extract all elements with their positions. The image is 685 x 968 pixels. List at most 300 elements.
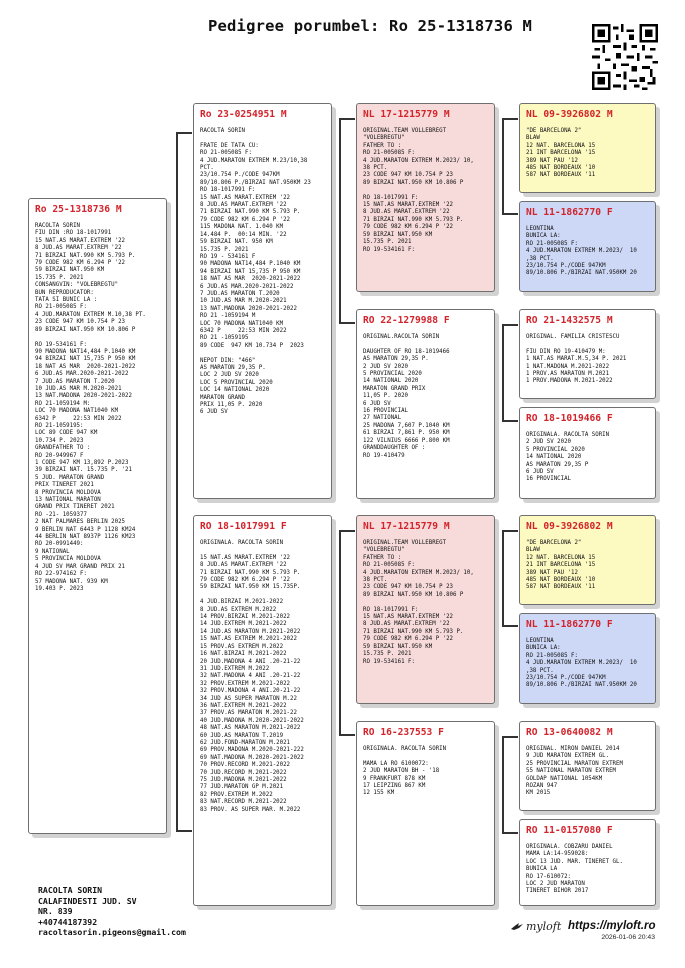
detail-line: 79 CODE 982 KM 6.294 P '22 [363, 224, 454, 231]
detail-line: 14 NATIONAL 2020 [526, 454, 582, 461]
detail-line: 23/10.754 P./CODE 947KM [526, 675, 606, 682]
detail-line: NEPOT DIN: "466" [200, 357, 256, 364]
detail-line: 82 PROV.EXTREM M.2022 [200, 791, 273, 798]
pedigree-card-ddd[interactable] [519, 819, 656, 906]
detail-line: 89 BIRZAI NAT.950 KM 10.806 P [363, 591, 464, 598]
detail-line: GRANDFATHER TO : [35, 445, 91, 452]
detail-line: PRIX 11,05 P. 2020 [200, 402, 263, 409]
detail-line: 1 NAT.AS MARAT.M.5,34 P. 2021 [526, 356, 627, 363]
detail-line: 34 JUD AS SUPER MARATON M.22 [200, 695, 297, 702]
card-details [526, 844, 650, 896]
detail-line: FATHER TO : [363, 142, 402, 149]
pedigree-card-dss[interactable] [519, 515, 656, 605]
card-details [526, 128, 650, 180]
breeder-contact [38, 885, 186, 938]
detail-line: 18 NAT AS MAR 2020-2021-2022 [200, 276, 301, 283]
detail-line [363, 341, 489, 348]
detail-line: 389 NAT PAU '12 [526, 569, 578, 576]
detail-line: 2 JUD SV 2020 [526, 439, 572, 446]
ring-number: RO 22-1279988 F [363, 315, 450, 326]
detail-line: 4 JUD.BIRZAI M.2021-2022 [200, 599, 284, 606]
detail-line: 89 CODE 947 KM 10.734 P 2023 [200, 342, 304, 349]
detail-line: 5 PROVINCIA MOLDOVA [35, 556, 101, 563]
detail-line: 15 NAT.AS MARAT.EXTREM '22 [35, 237, 126, 244]
detail-line: 44 BERLIN NAT 8937P 1126 KM23 [35, 534, 136, 541]
detail-line: 9 JUD MARATON EXTREM GL. [526, 753, 610, 760]
connector-line [339, 118, 355, 120]
detail-line: 9 FRANKFURT 878 KM [363, 775, 426, 782]
detail-line: 71 BIRZAI NAT.990 KM 5.793 P. [363, 628, 464, 635]
detail-line: ORIGINAL. FAMILIA CRISTESCU [526, 334, 620, 340]
detail-line: LEONTINA [526, 226, 554, 232]
detail-line: 69 NAT.MADONA M.2020-2021-2022 [200, 754, 304, 761]
detail-line: GOLDAP NATIONAL 1054KM [526, 775, 603, 782]
detail-line: 61 BIRZAI 7,861 P. 950 KM [363, 430, 450, 437]
detail-line: 4 JUD.MARATON EXTREM M.2023/ 10, [363, 569, 474, 576]
pedigree-card-dam[interactable] [193, 515, 332, 906]
detail-line: 79 CODE 982 KM 6.294 P '22 [200, 216, 291, 223]
detail-line: 14 PROV.BIRZAI M.2021-2022 [200, 614, 291, 621]
detail-line: 60 JUD.AS MARATON T.2019 [200, 732, 284, 739]
detail-line: 4 JUD.MARATON EXTREM M.10,38 PT. [35, 311, 146, 318]
pedigree-card-ssd[interactable] [519, 201, 656, 292]
detail-line: ORIGINALA. RACOLTA SORIN [526, 432, 610, 438]
detail-line: 2 NAT PALMARES BERLIN 2025 [35, 519, 126, 526]
detail-line: 9 BERLIN NAT 6443 P 1128 KM24 [35, 526, 136, 533]
detail-line: "VOLEBREGTU" [363, 135, 405, 142]
detail-line: 15.735 P. 2021 [35, 274, 84, 281]
detail-line: GRAND PRIX TINERET 2021 [35, 504, 115, 511]
pedigree-card-sire-sire[interactable] [356, 103, 495, 292]
detail-line: 31 JUD.EXTREM M.2022 [200, 665, 270, 672]
detail-line: 62 JUD.FOND-MARATON M.2021 [200, 739, 291, 746]
detail-line: 8 JUD.AS MARAT.EXTREM '22 [35, 245, 122, 252]
ring-number: NL 11-1862770 F [526, 207, 613, 218]
card-details [363, 540, 489, 666]
connector-line [339, 322, 355, 324]
detail-line: "DE BARCELONA 2" [526, 540, 582, 546]
detail-line: 21 INT BARCELONA '15 [526, 150, 596, 157]
detail-line: LOC 14 NATIONAL 2020 [200, 387, 270, 394]
detail-line: 587 NAT BORDEAUX '11 [526, 172, 596, 179]
pedigree-card-sire[interactable] [193, 103, 332, 499]
detail-line: ORIGINALA. COBZARU DANIEL [526, 844, 613, 850]
pigeon-icon [510, 922, 524, 932]
ring-number: RO 16-237553 F [363, 727, 444, 738]
pedigree-card-dam-dam[interactable] [356, 721, 495, 906]
detail-line: 4 JUD SV MAR GRAND PRIX 21 [35, 563, 126, 570]
page-title: Pedigree porumbel: Ro 25-1318736 M [207, 17, 533, 35]
detail-line: RO 21-1059195: [35, 422, 84, 429]
detail-line: 6 JUD.AS MAR.2020-2021-2022 [35, 371, 129, 378]
detail-line: 27 NATIONAL [363, 415, 402, 422]
detail-line: 389 NAT PAU '12 [526, 157, 578, 164]
detail-line: 36 NAT.EXTREM M.2021-2022 [200, 702, 287, 709]
card-details [200, 540, 326, 814]
detail-line: 32 NAT.MADONA 4 ANI .20-21-22 [200, 673, 301, 680]
card-details [526, 638, 650, 690]
detail-line: 77 JUD.MARATON GP M.2021 [200, 784, 284, 791]
detail-line: 79 CODE 982 KM 6.294 P '22 [363, 636, 454, 643]
card-details [526, 432, 650, 484]
connector-line [502, 118, 518, 120]
detail-line: 70 PROV.RECORD M.2021-2022 [200, 762, 291, 769]
detail-line: 59 BIRZAI NAT.950 KM [363, 231, 433, 238]
detail-line: 25 PROVINCIAL MARATON EXTREM [526, 760, 623, 767]
breeder-name: RACOLTA SORIN [38, 885, 103, 895]
detail-line: RO 22-974162 F: [35, 571, 87, 578]
detail-line: 15 NAT.AS MARAT.EXTREM '22 [363, 614, 454, 621]
connector-line [339, 118, 341, 323]
breeder-number: NR. 839 [38, 906, 73, 917]
detail-line: RACOLTA SORIN [35, 223, 81, 229]
detail-line: FIU DIN :RO 18-1017991 [35, 230, 112, 237]
detail-line: BUNICA LA: [526, 233, 561, 240]
detail-line: RO 19-410479 [363, 452, 405, 459]
detail-line: BUN REPRODUCATOR: [35, 289, 94, 296]
detail-line: 15 PROV.AS EXTREM M.2022 [200, 643, 284, 650]
connector-line [502, 118, 504, 214]
detail-line: ,38 PCT. [526, 255, 554, 262]
pedigree-card-sss[interactable] [519, 103, 656, 193]
detail-line: 17 LEIPZING 867 KM [363, 783, 426, 790]
detail-line: DAUGHTER OF RO 18-1019466 [363, 348, 450, 355]
connector-line [176, 132, 192, 134]
detail-line: 587 NAT BORDEAUX '11 [526, 584, 596, 591]
detail-line: 69 PROV.MADONA M.2020-2021-222 [200, 747, 304, 754]
detail-line: RO 19 - 534161 F [200, 253, 256, 260]
connector-line [502, 832, 518, 834]
detail-line: 485 NAT BORDEAUX '10 [526, 165, 596, 172]
detail-line [200, 592, 326, 599]
ring-number: Ro 23-0254951 M [200, 109, 287, 120]
detail-line: 5 PROVINCIAL 2020 [363, 371, 422, 378]
detail-line: RO 21-005085 F: [363, 150, 415, 157]
detail-line: 89/10.806 P./BIRZAI NAT.950KM 23 [200, 179, 311, 186]
connector-line [502, 736, 504, 833]
card-details [363, 746, 489, 798]
detail-line: 16 PROVINCIAL [363, 408, 409, 415]
detail-line: ROZAN 947 [526, 783, 558, 790]
detail-line: ORIGINALA. RACOLTA SORIN [363, 746, 447, 752]
detail-line: 12 NAT. BARCELONA 15 [526, 554, 596, 561]
detail-line [363, 599, 489, 606]
detail-line: 94 BIRZAI NAT 15,735 P 950 KM [200, 268, 301, 275]
detail-line: 14 JUD.AS MARATON M.2021-2022 [200, 628, 301, 635]
detail-line: RO 20-949967 F [35, 452, 84, 459]
detail-line: 16 NAT.BIRZAI M.2021-2022 [200, 651, 287, 658]
detail-line: 1 PROV.MADONA M.2021-2022 [526, 378, 613, 385]
detail-line: ORIGINAL.TEAM VOLLEBREGT [363, 128, 447, 134]
print-date: 2026-01-06 20:43 [601, 934, 655, 941]
detail-line: 23/10.754 P./CODE 947KM [526, 263, 606, 270]
detail-line [200, 547, 326, 554]
detail-line: 23/10.754 P./CODE 947KM [200, 172, 280, 179]
detail-line: RO 18-1017991 F: [363, 194, 419, 201]
detail-line: RO 17-610072: [526, 873, 572, 880]
detail-line: 89 BIRZAI NAT.950 KM 10.806 P [363, 179, 464, 186]
ring-number: RO 11-0157080 F [526, 825, 613, 836]
breeder-phone: +40744187392 [38, 916, 98, 927]
detail-line: 9 NATIONAL [35, 548, 70, 555]
detail-line: 6 JUD SV [200, 409, 228, 416]
detail-line: MAMA LA RO 6100072: [363, 760, 429, 767]
detail-line: 5 JUD. MARATON GRAND [35, 474, 105, 481]
breeder-email[interactable]: racoltasorin.pigeons@gmail.com [38, 927, 186, 938]
detail-line: MAMA LA:14-959028: [526, 851, 589, 858]
detail-line: 71 BIRZAI NAT.990 KM 5.793 P. [35, 252, 136, 259]
connector-line [502, 420, 518, 422]
detail-line: 15 NAT.AS MARAT.EXTREM '22 [200, 554, 291, 561]
detail-line: 8 JUD.AS MARAT.EXTREM '22 [200, 202, 287, 209]
detail-line: LOC 70 MADONA NAT1040 KM [35, 408, 119, 415]
detail-line: LOC 2 JUD MARATON [526, 881, 585, 888]
detail-line: 14.484 P. 00:14 MIN. '22 [200, 231, 287, 238]
ring-number: RO 18-1019466 F [526, 413, 613, 424]
detail-line: 6 JUD.AS MAR.2020-2021-2022 [200, 283, 294, 290]
detail-line: 14 NATIONAL 2020 [363, 378, 419, 385]
detail-line: 6 JUD SV [363, 400, 391, 407]
detail-line: RO 21-005085 F: [526, 240, 578, 247]
detail-line: 94 BIRZAI NAT 15,735 P 950 KM [35, 356, 136, 363]
card-details [200, 128, 326, 417]
connector-line [176, 830, 192, 832]
connector-line [502, 324, 504, 421]
detail-line: 8 PROVINCIA MOLDOVA [35, 489, 101, 496]
detail-line [35, 334, 161, 341]
detail-line: 6342 P 22:53 MIN 2022 [200, 327, 287, 334]
detail-line: 2 JUD MARATON BH - '18 [363, 768, 440, 775]
detail-line: ORIGINAL.RACOLTA SORIN [363, 334, 440, 340]
detail-line: 89 BIRZAI NAT.950 KM 10.806 P [35, 326, 136, 333]
detail-line: 122 VILNIUS 6666 P.800 KM [363, 437, 450, 444]
detail-line: 13 NAT.MADONA 2020-2021-2022 [200, 305, 297, 312]
detail-line: 59 BIRZAI NAT.950 KM 15.735P. [200, 584, 301, 591]
detail-line: RO 21-005085 F: [526, 652, 578, 659]
detail-line: 8 JUD.AS EXTREM M.2022 [200, 606, 277, 613]
ring-number: NL 09-3926802 M [526, 521, 613, 532]
detail-line: 39 BIRZAI NAT. 15.735 P. '21 [35, 467, 132, 474]
detail-line [200, 135, 326, 142]
detail-line: 37 PROV.AS MARATON M.2021-22 [200, 710, 297, 717]
qr-code [592, 24, 658, 90]
detail-line: 23 CODE 947 KM 10.754 P 23 [363, 172, 454, 179]
detail-line: RO 19-534161 F: [363, 246, 415, 253]
detail-line: 79 CODE 982 KM 6.294 P '22 [200, 577, 291, 584]
detail-line: 7 JUD.AS MARATON T.2020 [200, 290, 280, 297]
detail-line: 13 NAT.MADONA 2020-2021-2022 [35, 393, 132, 400]
pedigree-card-dsd[interactable] [519, 613, 656, 704]
brand-name: myloft [526, 920, 562, 933]
detail-line: 20 JUD.MADONA 4 ANI .20-21-22 [200, 658, 301, 665]
brand-block [510, 920, 655, 956]
detail-line: MARATON GRAND [200, 394, 246, 401]
detail-line: RO 19-534161 F: [363, 658, 415, 665]
detail-line: RACOLTA SORIN [200, 128, 246, 134]
website-link[interactable]: https://myloft.ro [568, 920, 656, 932]
detail-line: 23 CODE 947 KM 10.754 P 23 [35, 319, 126, 326]
detail-line: KM 2015 [526, 790, 551, 797]
pedigree-card-subject[interactable] [28, 198, 167, 834]
detail-line: RO 21 -1059195 [200, 335, 249, 342]
detail-line: 89/10.806 P./BIRZAI NAT.950KM 20 [526, 270, 637, 277]
detail-line: GRANDDAUGHTER OF : [363, 445, 426, 452]
detail-line: 71 BIRZAI NAT.990 KM 5.793 P. [363, 216, 464, 223]
detail-line: 59 BIRZAI NAT.950 KM [363, 643, 433, 650]
detail-line: FATHER TO : [363, 554, 402, 561]
detail-line: 15 NAT.AS EXTREM M.2021-2022 [200, 636, 297, 643]
detail-line: 23 CODE 947 KM 10.754 P 23 [363, 584, 454, 591]
detail-line: 14 JUD.EXTREM M.2021-2022 [200, 621, 287, 628]
detail-line: 8 JUD.AS MARAT.EXTREM '22 [363, 209, 450, 216]
pedigree-card-sdd[interactable] [519, 407, 656, 499]
pedigree-card-sire-dam[interactable] [356, 309, 495, 499]
connector-line [502, 625, 518, 627]
detail-line: CONSANGVIN: "VOLEBREGTU" [35, 282, 119, 289]
card-details [363, 128, 489, 254]
detail-line: 13 NATIONAL MARATON [35, 497, 101, 504]
detail-line: ORIGINAL.TEAM VOLLEBREGT [363, 540, 447, 546]
detail-line: ORIGINAL. MIRON DANIEL 2014 [526, 746, 620, 752]
detail-line: 11,05 P. 2020 [363, 393, 409, 400]
detail-line: AS MARATON 29,35 P [526, 461, 589, 468]
pedigree-card-dds[interactable] [519, 721, 656, 811]
detail-line: RO 21-005085 F: [200, 150, 252, 157]
detail-line: RO 18-1017991 F: [363, 606, 419, 613]
detail-line: 48 NAT.AS MARATON M.2021-2022 [200, 725, 301, 732]
detail-line: 19.403 P. 2023 [35, 585, 84, 592]
detail-line: 71 BIRZAI NAT.990 KM 5.793 P. [200, 209, 301, 216]
detail-line: 2 JUD SV 2020 [363, 363, 409, 370]
detail-line: 4 JUD.MARATON EXTREM M.2023/ 10 [526, 248, 637, 255]
detail-line: 38 PCT. [363, 165, 388, 172]
detail-line: 16 PROVINCIAL [526, 476, 572, 483]
detail-line: 115 MADONA NAT. 1.040 KM [200, 224, 284, 231]
detail-line: 485 NAT BORDEAUX '10 [526, 577, 596, 584]
detail-line: 8 JUD.AS MARAT.EXTREM '22 [363, 621, 450, 628]
detail-line: RO 19-534161 F: [35, 341, 87, 348]
ring-number: RO 21-1432575 M [526, 315, 613, 326]
detail-line: 10 JUD.AS MAR M.2020-2021 [200, 298, 287, 305]
detail-line: 75 JUD.MADONA M.2021-2022 [200, 777, 287, 783]
detail-line: LEONTINA [526, 638, 554, 644]
detail-line: MARATON GRAND PRIX [363, 385, 426, 392]
detail-line: 59 BIRZAI NAT.950 KM [35, 267, 105, 274]
detail-line: ,38 PCT. [526, 667, 554, 674]
detail-line: RO -21- 1059377 [35, 511, 87, 518]
detail-line: 59 BIRZAI NAT. 950 KM [200, 239, 273, 246]
card-details [526, 226, 650, 278]
detail-line: 90 MADONA NAT14,484 P.1040 KM [35, 348, 136, 355]
pedigree-card-dam-sire[interactable] [356, 515, 495, 704]
detail-line [200, 350, 326, 357]
detail-line: 6 JUD SV [526, 469, 554, 476]
connector-line [339, 530, 341, 735]
detail-line: 83 PROV. AS SUPER MAR. M.2022 [200, 806, 301, 813]
detail-line: BLAW [526, 135, 540, 142]
detail-line: 1 PROV.AS MARATON M.2021 [526, 371, 610, 378]
detail-line: 10 JUD.AS MAR M.2020-2021 [35, 385, 122, 392]
detail-line: 89/10.806 P./BIRZAI NAT.950KM 20 [526, 682, 637, 689]
detail-line: BLAW [526, 547, 540, 554]
detail-line: 4 JUD.MARATON EXTREM M.2023/ 10 [526, 660, 637, 667]
detail-line: 15.735 P. 2021 [200, 246, 249, 253]
detail-line: 1 CODE 947 KM 13,892 P.2023 [35, 460, 129, 466]
detail-line: 15.735 P. 2021 [363, 651, 412, 658]
card-details [526, 540, 650, 592]
detail-line: RO 18-1017991 F: [200, 187, 256, 194]
detail-line: 6342 P 22:53 MIN 2022 [35, 415, 122, 422]
connector-line [502, 736, 518, 738]
detail-line: 71 BIRZAI NAT.990 KM 5.793 P. [200, 569, 301, 576]
detail-line: LOC 70 MADONA NAT1040 KM [200, 320, 284, 327]
detail-line: 57 MADONA NAT. 939 KM [35, 578, 108, 585]
detail-line: 70 JUD.RECORD M.2021-2022 [200, 769, 287, 776]
detail-line: FRATE DE TATA CU: [200, 142, 259, 149]
card-details [526, 334, 650, 386]
detail-line: FIU DIN RO 19-410479 M: [526, 348, 606, 355]
detail-line: RO 21-005085 F: [363, 562, 415, 569]
detail-line: 25 MADONA 7,607 P.1040 KM [363, 422, 450, 429]
detail-line: LOC 13 JUD. MAR. TINERET GL. [526, 858, 623, 865]
detail-line: AS MARATON 29,35 P. [200, 365, 266, 371]
detail-line: 21 INT BARCELONA '15 [526, 562, 596, 569]
detail-line: 15.735 P. 2021 [363, 239, 412, 246]
connector-line [339, 530, 355, 532]
detail-line: 4 JUD.MARATON EXTREM M.23/10,38 [200, 157, 308, 164]
detail-line: 5 PROVINCIAL 2020 [526, 446, 585, 453]
ring-number: RO 13-0640082 M [526, 727, 613, 738]
detail-line: 55 NATIONAL MARATON EXTREM [526, 768, 617, 775]
connector-line [502, 213, 518, 215]
ring-number: RO 18-1017991 F [200, 521, 287, 532]
detail-line: 32 PROV.EXTREM M.2021-2022 [200, 680, 291, 687]
ring-number: NL 11-1862770 F [526, 619, 613, 630]
detail-line: 15 NAT.AS MARAT.EXTREM '22 [200, 194, 291, 201]
detail-line: LOC 2 JUD SV 2020 [200, 372, 259, 379]
detail-line: 4 JUD.MARATON EXTREM M.2023/ 10, [363, 157, 474, 164]
detail-line [363, 187, 489, 194]
detail-line: 1 NAT.MADONA M.2021-2022 [526, 363, 610, 370]
detail-line: TINERET BIHOR 2017 [526, 888, 589, 895]
myloft-logo [510, 920, 561, 933]
detail-line [526, 341, 650, 348]
detail-line: 18 NAT AS MAR 2020-2021-2022 [35, 363, 136, 370]
card-details [35, 223, 161, 593]
detail-line: "DE BARCELONA 2" [526, 128, 582, 134]
detail-line: 83 NAT.RECORD M.2021-2022 [200, 799, 287, 806]
connector-line [339, 734, 355, 736]
detail-line: 12 155 KM [363, 790, 395, 797]
card-details [363, 334, 489, 460]
ring-number: NL 17-1215779 M [363, 521, 450, 532]
detail-line: RO 20-0991449: [35, 541, 84, 548]
connector-line [502, 530, 504, 626]
detail-line: PRIX TINERET 2021 [35, 482, 94, 489]
connector-line [502, 530, 518, 532]
connector-line [176, 132, 178, 831]
ring-number: NL 17-1215779 M [363, 109, 450, 120]
detail-line: LOC 5 PROVINCIAL 2020 [200, 379, 273, 386]
detail-line: RO 21-1059194 M: [35, 400, 91, 407]
breeder-address: CALAFINDESTI JUD. SV [38, 895, 137, 906]
detail-line [363, 753, 489, 760]
card-details [526, 746, 650, 798]
connector-line [502, 324, 518, 326]
pedigree-card-sds[interactable] [519, 309, 656, 399]
detail-line: 90 MADONA NAT14,484 P.1040 KM [200, 261, 301, 268]
detail-line: 10.734 P. 2023 [35, 437, 84, 444]
